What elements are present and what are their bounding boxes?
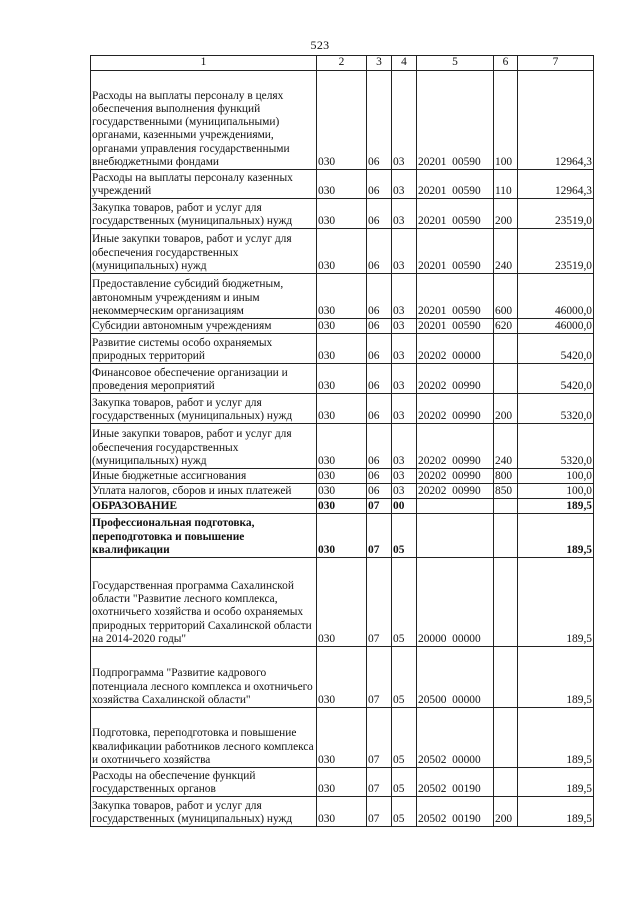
cell-expense-type [494,334,518,364]
cell-admin-code: 030 [317,170,367,199]
cell-expense-type [494,768,518,797]
cell-section: 06 [367,274,392,319]
cell-expense-type: 110 [494,170,518,199]
cell-target-article: 20202 00000 [417,334,494,364]
cell-admin-code: 030 [317,229,367,274]
cell-target-article: 20502 00000 [417,708,494,768]
table-row [91,484,594,499]
cell-admin-code: 030 [317,274,367,319]
cell-amount: 5420,0 [518,364,594,394]
cell-name: Подпрограмма "Развитие кадрового потенциала лесного комплекса и охотничьего хозяйства Сахалинской области" [91,647,317,708]
cell-admin-code: 030 [317,319,367,334]
cell-section: 07 [367,499,392,514]
cell-expense-type [494,708,518,768]
cell-target-article: 20202 00990 [417,394,494,424]
cell-target-article: 20201 00590 [417,71,494,170]
cell-admin-code: 030 [317,424,367,469]
cell-amount: 100,0 [518,469,594,484]
cell-expense-type [494,499,518,514]
cell-amount: 189,5 [518,797,594,827]
header-row [91,56,594,71]
table-row [91,199,594,229]
cell-subsection: 05 [392,647,417,708]
header-col-2: 2 [317,56,367,71]
cell-target-article [417,514,494,558]
table-row [91,647,594,708]
cell-subsection: 05 [392,708,417,768]
cell-target-article: 20202 00990 [417,364,494,394]
cell-amount: 46000,0 [518,274,594,319]
cell-admin-code: 030 [317,364,367,394]
cell-admin-code: 030 [317,394,367,424]
cell-amount: 189,5 [518,499,594,514]
cell-name: Закупка товаров, работ и услуг для государственных (муниципальных) нужд [91,394,317,424]
cell-amount: 5320,0 [518,424,594,469]
table-row [91,319,594,334]
cell-expense-type: 600 [494,274,518,319]
cell-name: Развитие системы особо охраняемых природных территорий [91,334,317,364]
cell-name: Финансовое обеспечение организации и проведения мероприятий [91,364,317,394]
table-row [91,394,594,424]
cell-amount: 100,0 [518,484,594,499]
cell-expense-type: 100 [494,71,518,170]
cell-name: ОБРАЗОВАНИЕ [91,499,317,514]
cell-subsection: 05 [392,514,417,558]
cell-section: 07 [367,797,392,827]
cell-amount: 189,5 [518,708,594,768]
cell-name: Государственная программа Сахалинской области "Развитие лесного комплекса, охотничьего хозяйства и особо охраняемых природных территорий Сахалинской области на 2014-2020 годы" [91,558,317,647]
cell-subsection: 03 [392,394,417,424]
cell-amount: 12964,3 [518,71,594,170]
header-col-1: 1 [91,56,317,71]
table-row [91,469,594,484]
cell-name: Подготовка, переподготовка и повышение квалификации работников лесного комплекса и охотничьего хозяйства [91,708,317,768]
cell-subsection: 03 [392,469,417,484]
cell-admin-code: 030 [317,708,367,768]
cell-name: Иные бюджетные ассигнования [91,469,317,484]
cell-expense-type [494,364,518,394]
cell-admin-code: 030 [317,334,367,364]
cell-amount: 189,5 [518,647,594,708]
cell-section: 06 [367,469,392,484]
header-col-3: 3 [367,56,392,71]
table-row [91,334,594,364]
cell-name: Расходы на выплаты персоналу в целях обеспечения выполнения функций государственными (муниципальными) органами, казенными учреждениями, органами управления государственными внебюджетными фондами [91,71,317,170]
cell-expense-type [494,558,518,647]
table-row [91,170,594,199]
cell-admin-code: 030 [317,71,367,170]
cell-name: Профессиональная подготовка, переподготовка и повышение квалификации [91,514,317,558]
cell-section: 06 [367,71,392,170]
cell-name: Иные закупки товаров, работ и услуг для обеспечения государственных (муниципальных) нужд [91,424,317,469]
cell-amount: 5320,0 [518,394,594,424]
table-row [91,499,594,514]
cell-section: 06 [367,334,392,364]
cell-expense-type [494,514,518,558]
cell-subsection: 03 [392,364,417,394]
cell-subsection: 03 [392,229,417,274]
cell-admin-code: 030 [317,199,367,229]
cell-target-article: 20201 00590 [417,274,494,319]
cell-target-article: 20201 00590 [417,170,494,199]
cell-section: 06 [367,170,392,199]
table-row [91,364,594,394]
page-number: 523 [310,38,330,52]
cell-section: 06 [367,319,392,334]
cell-amount: 5420,0 [518,334,594,364]
cell-expense-type: 200 [494,394,518,424]
cell-admin-code: 030 [317,484,367,499]
cell-expense-type: 200 [494,797,518,827]
cell-subsection: 00 [392,499,417,514]
cell-expense-type [494,647,518,708]
cell-subsection: 03 [392,334,417,364]
table-row [91,768,594,797]
header-col-7: 7 [518,56,594,71]
budget-table [90,55,594,827]
cell-admin-code: 030 [317,514,367,558]
cell-section: 07 [367,514,392,558]
cell-section: 06 [367,199,392,229]
cell-subsection: 05 [392,558,417,647]
cell-section: 06 [367,364,392,394]
cell-section: 07 [367,647,392,708]
table-row [91,274,594,319]
cell-subsection: 03 [392,199,417,229]
cell-admin-code: 030 [317,469,367,484]
header-col-4: 4 [392,56,417,71]
cell-section: 07 [367,708,392,768]
cell-section: 06 [367,229,392,274]
header-col-5: 5 [417,56,494,71]
cell-subsection: 03 [392,71,417,170]
table-row [91,71,594,170]
cell-amount: 23519,0 [518,229,594,274]
cell-target-article: 20000 00000 [417,558,494,647]
table-body [91,71,594,827]
header-col-6: 6 [494,56,518,71]
table-row [91,424,594,469]
cell-target-article [417,499,494,514]
cell-subsection: 03 [392,274,417,319]
cell-name: Предоставление субсидий бюджетным, автономным учреждениям и иным некоммерческим организациям [91,274,317,319]
cell-subsection: 03 [392,484,417,499]
cell-target-article: 20202 00990 [417,484,494,499]
cell-admin-code: 030 [317,499,367,514]
cell-subsection: 03 [392,424,417,469]
cell-target-article: 20201 00590 [417,229,494,274]
cell-target-article: 20202 00990 [417,424,494,469]
table-row [91,514,594,558]
cell-amount: 189,5 [518,558,594,647]
cell-admin-code: 030 [317,647,367,708]
cell-admin-code: 030 [317,797,367,827]
cell-target-article: 20500 00000 [417,647,494,708]
cell-name: Уплата налогов, сборов и иных платежей [91,484,317,499]
cell-amount: 189,5 [518,514,594,558]
table-row [91,797,594,827]
cell-target-article: 20202 00990 [417,469,494,484]
cell-name: Закупка товаров, работ и услуг для государственных (муниципальных) нужд [91,797,317,827]
cell-section: 06 [367,424,392,469]
cell-name: Иные закупки товаров, работ и услуг для обеспечения государственных (муниципальных) нужд [91,229,317,274]
cell-name: Расходы на выплаты персоналу казенных учреждений [91,170,317,199]
cell-expense-type: 240 [494,229,518,274]
cell-target-article: 20502 00190 [417,797,494,827]
cell-subsection: 03 [392,319,417,334]
cell-name: Субсидии автономным учреждениям [91,319,317,334]
cell-target-article: 20502 00190 [417,768,494,797]
cell-section: 07 [367,768,392,797]
cell-expense-type: 800 [494,469,518,484]
cell-expense-type: 620 [494,319,518,334]
cell-name: Закупка товаров, работ и услуг для государственных (муниципальных) нужд [91,199,317,229]
cell-amount: 12964,3 [518,170,594,199]
cell-expense-type: 240 [494,424,518,469]
cell-target-article: 20201 00590 [417,319,494,334]
cell-subsection: 03 [392,170,417,199]
cell-amount: 46000,0 [518,319,594,334]
cell-admin-code: 030 [317,558,367,647]
cell-section: 07 [367,558,392,647]
table-row [91,229,594,274]
cell-subsection: 05 [392,797,417,827]
cell-expense-type: 850 [494,484,518,499]
table-row [91,708,594,768]
cell-section: 06 [367,394,392,424]
cell-amount: 189,5 [518,768,594,797]
cell-admin-code: 030 [317,768,367,797]
cell-target-article: 20201 00590 [417,199,494,229]
cell-amount: 23519,0 [518,199,594,229]
cell-name: Расходы на обеспечение функций государственных органов [91,768,317,797]
table-row [91,558,594,647]
cell-expense-type: 200 [494,199,518,229]
cell-subsection: 05 [392,768,417,797]
cell-section: 06 [367,484,392,499]
